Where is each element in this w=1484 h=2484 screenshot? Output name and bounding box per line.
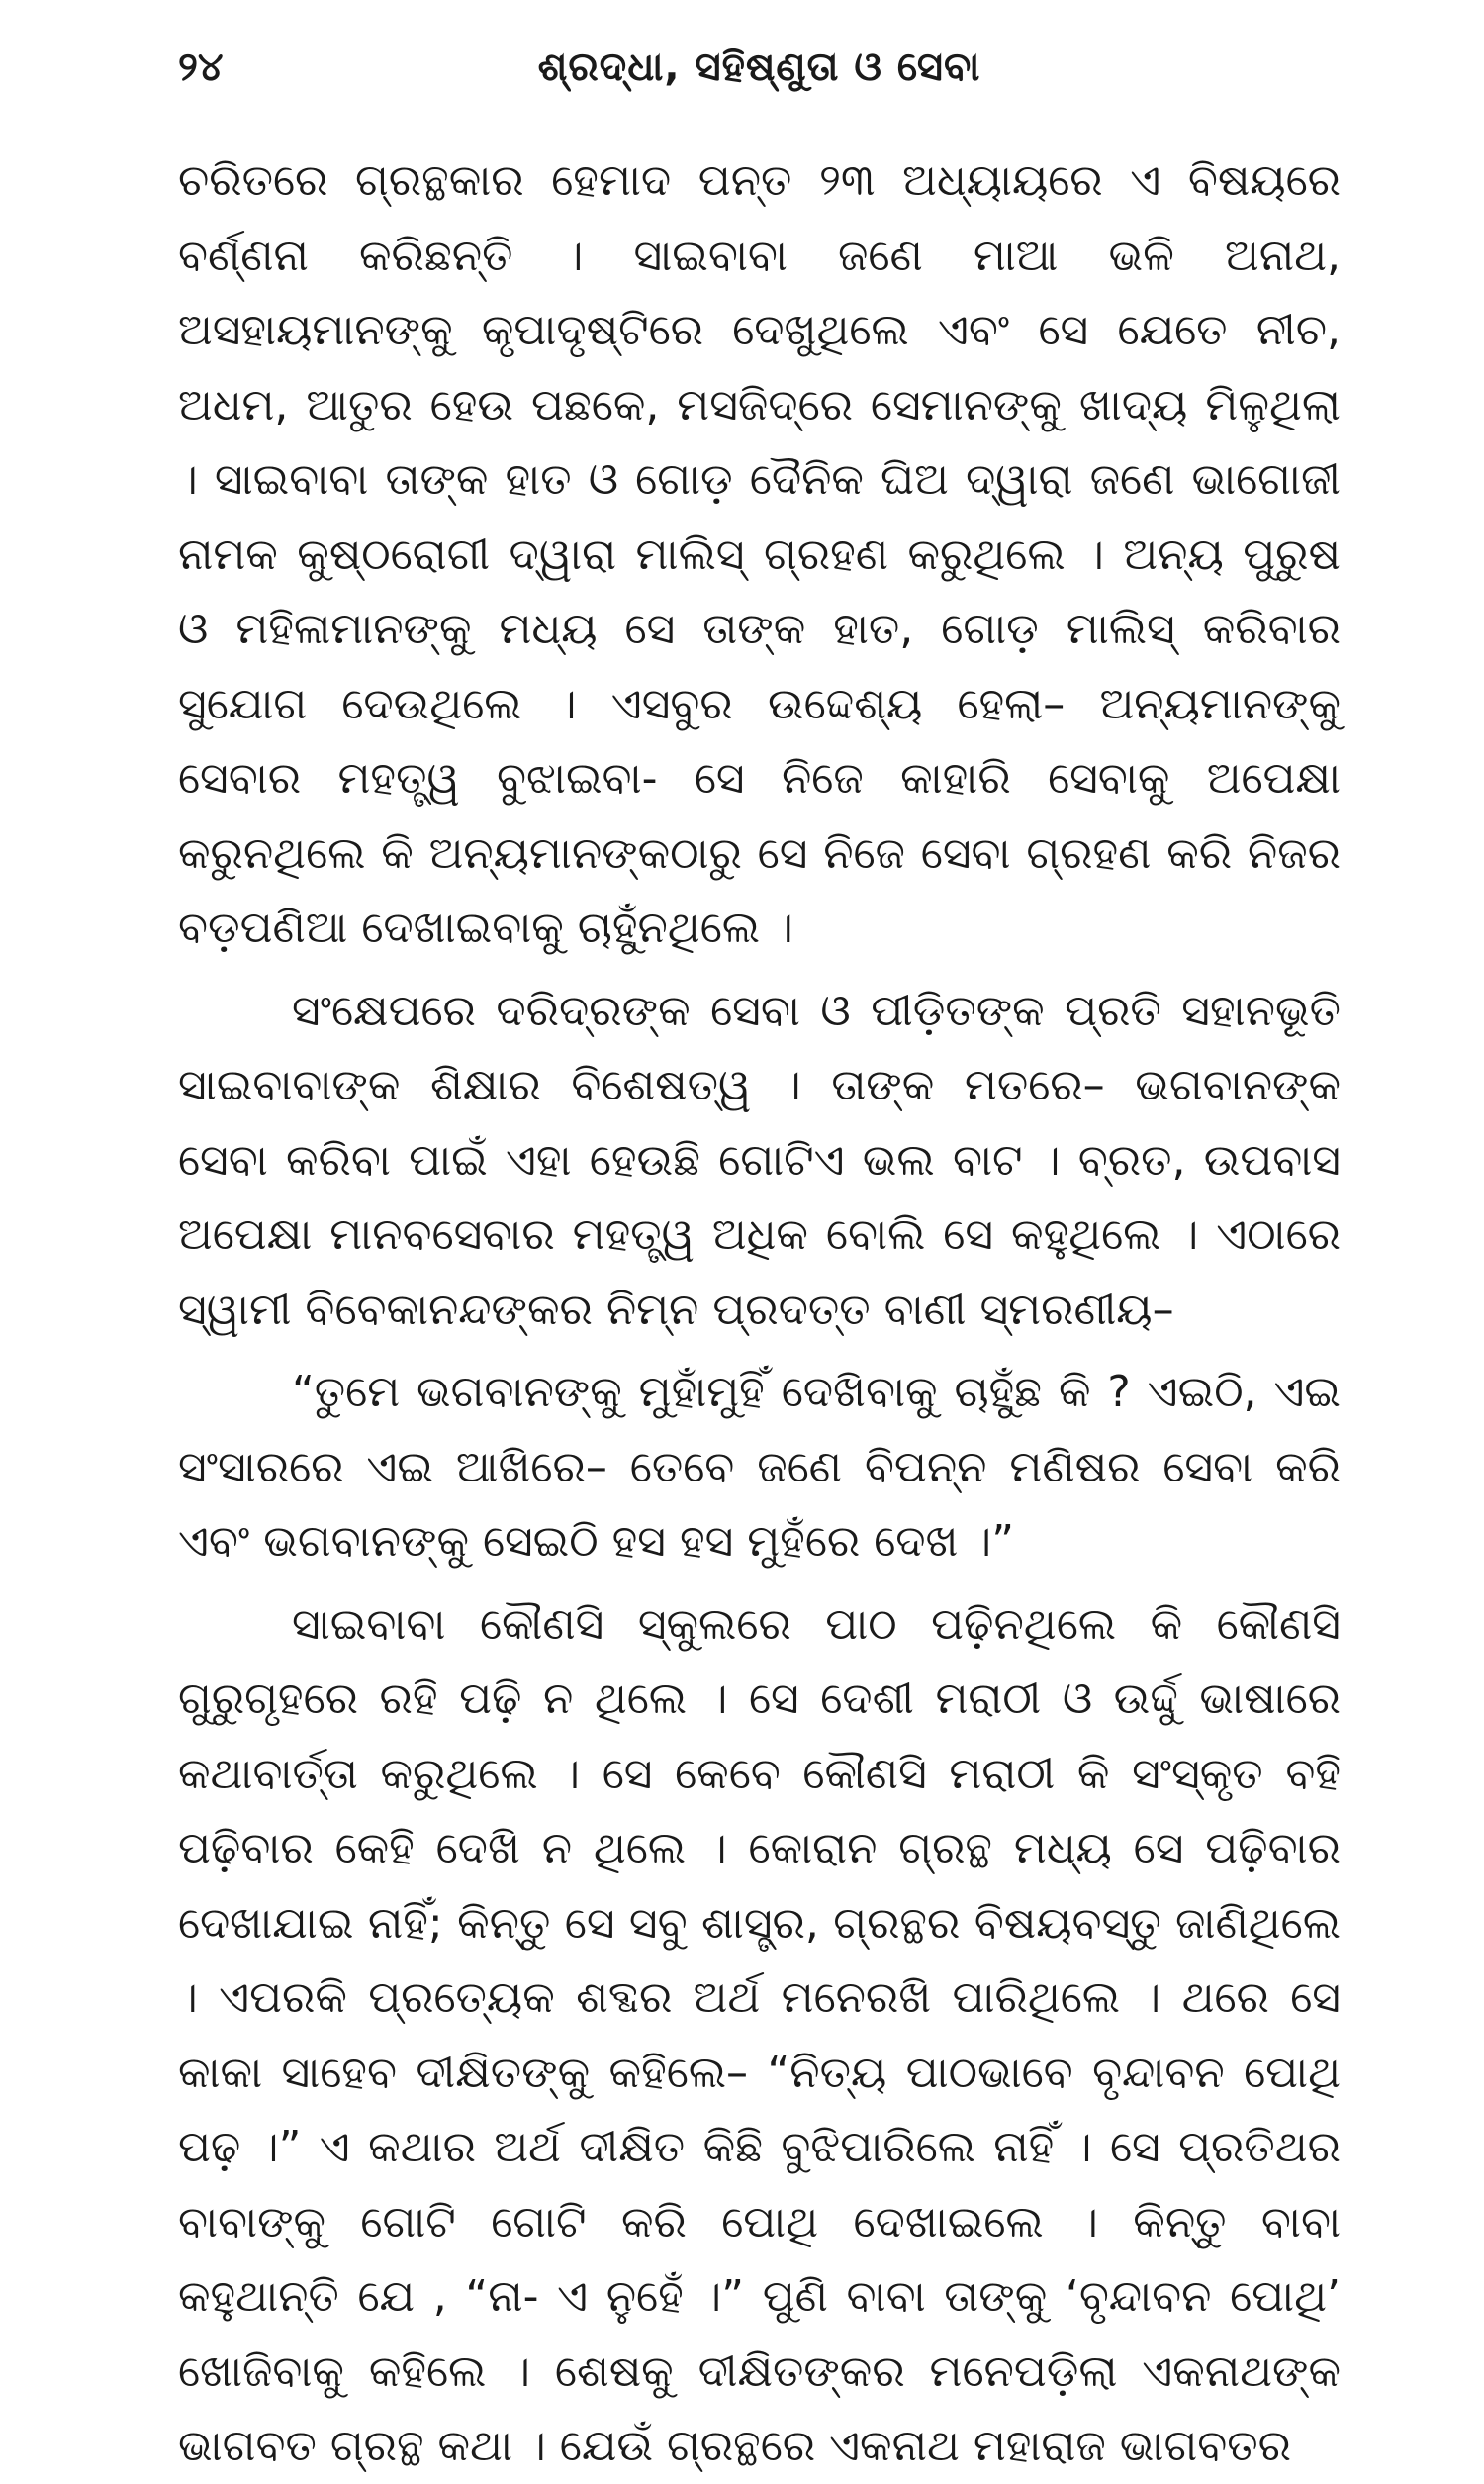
paragraph: ସଂକ୍ଷେପରେ ଦରିଦ୍ରଙ୍କ ସେବା ଓ ପୀଡ଼ିତଙ୍କ ପ୍ରତି ସହାନଭୂତି ସାଇବାବାଙ୍କ ଶିକ୍ଷାର ବିଶେଷତ୍ୱ । ତାଙ୍କ ମତରେ– ଭଗବାନଙ୍କ ସେବା କରିବା ପାଇଁ ଏହା ହେଉଛି ଗୋଟିଏ ଭଲ ବାଟ । ବ୍ରତ, ଉପବାସ ଅପେକ୍ଷା ମାନବସେବାର ମହତ୍ତ୍ୱ ଅଧିକ ବୋଲି ସେ କହୁଥିଲେ । ଏଠାରେ ସ୍ୱାମୀ ବିବେକାନନ୍ଦଙ୍କର ନିମ୍ନ ପ୍ରଦତ୍ତ ବାଣୀ ସ୍ମରଣୀୟ– [178,985,1341,1335]
quote-paragraph: “ତୁମେ ଭଗବାନଙ୍କୁ ମୁହାଁମୁହିଁ ଦେଖିବାକୁ ଚାହୁଁଛ କି ? ଏଇଠି, ଏଇ ସଂସାରରେ ଏଇ ଆଖିରେ– ତେବେ ଜଣେ ବିପନ୍ନ ମଣିଷର ସେବା କରି ଏବଂ ଭଗବାନଙ୍କୁ ସେଇଠି ହସ ହସ ମୁହଁରେ ଦେଖ ।” [178,1367,1341,1567]
paragraph: ଚରିତରେ ଗ୍ରନ୍ଥକାର ହେମାଦ ପନ୍ତ ୨୩ ଅଧ୍ୟାୟରେ ଏ ବିଷୟରେ ବର୍ଣ୍ଣନା କରିଛନ୍ତି । ସାଇବାବା ଜଣେ ମାଆ ଭଳି ଅନାଥ, ଅସହାୟମାନଙ୍କୁ କୃପାଦୃଷ୍ଟିରେ ଦେଖୁଥିଲେ ଏବଂ ସେ ଯେତେ ନୀଚ, ଅଧମ, ଆତୁର ହେଉ ପଛକେ, ମସଜିଦ୍‌ରେ ସେମାନଙ୍କୁ ଖାଦ୍ୟ ମିଳୁଥିଲା । ସାଇବାବା ତାଙ୍କ ହାତ ଓ ଗୋଡ଼ ଦୈନିକ ଘିଅ ଦ୍ୱାରା ଜଣେ ଭାଗୋଜୀ ନାମକ କୁଷ୍ଠରୋଗୀ ଦ୍ୱାରା ମାଲିସ୍ ଗ୍ରହଣ କରୁଥିଲେ । ଅନ୍ୟ ପୁରୁଷ ଓ ମହିଳାମାନଙ୍କୁ ମଧ୍ୟ ସେ ତାଙ୍କ ହାତ, ଗୋଡ଼ ମାଲିସ୍ କରିବାର ସୁଯୋଗ ଦେଉଥିଲେ । ଏସବୁର ଉଦ୍ଦେଶ୍ୟ ହେଲା– ଅନ୍ୟମାନଙ୍କୁ ସେବାର ମହତ୍ତ୍ୱ ବୁଝାଇବା- ସେ ନିଜେ କାହାରି ସେବାକୁ ଅପେକ୍ଷା କରୁନଥିଲେ କି ଅନ୍ୟମାନଙ୍କଠାରୁ ସେ ନିଜେ ସେବା ଗ୍ରହଣ କରି ନିଜର ବଡ଼ପଣିଆ ଦେଖାଇବାକୁ ଚାହୁଁନଥିଲେ । [178,155,1341,953]
paragraph: ସାଇବାବା କୌଣସି ସ୍କୁଲରେ ପାଠ ପଢ଼ିନଥିଲେ କି କୌଣସି ଗୁରୁଗୃହରେ ରହି ପଢ଼ି ନ ଥିଲେ । ସେ ଦେଶୀ ମରାଠୀ ଓ ଉର୍ଦ୍ଦୁ ଭାଷାରେ କଥାବାର୍ତ୍ତା କରୁଥିଲେ । ସେ କେବେ କୌଣସି ମରାଠୀ କି ସଂସ୍କୃତ ବହି ପଢ଼ିବାର କେହି ଦେଖି ନ ଥିଲେ । କୋରାନ ଗ୍ରନ୍ଥ ମଧ୍ୟ ସେ ପଢ଼ିବାର ଦେଖାଯାଇ ନାହିଁ; କିନ୍ତୁ ସେ ସବୁ ଶାସ୍ତ୍ର, ଗ୍ରନ୍ଥର ବିଷୟବସ୍ତୁ ଜାଣିଥିଲେ । ଏପରକି ପ୍ରତ୍ୟେକ ଶବ୍ଦର ଅର୍ଥ ମନେରଖି ପାରିଥିଲେ । ଥରେ ସେ କାକା ସାହେବ ଦୀକ୍ଷିତଙ୍କୁ କହିଲେ– “ନିତ୍ୟ ପାଠଭାବେ ବୃନ୍ଦାବନ ପୋଥି ପଢ଼ ।” ଏ କଥାର ଅର୍ଥ ଦୀକ୍ଷିତ କିଛି ବୁଝିପାରିଲେ ନାହିଁ । ସେ ପ୍ରତିଥର ବାବାଙ୍କୁ ଗୋଟି ଗୋଟି କରି ପୋଥି ଦେଖାଇଲେ । କିନ୍ତୁ ବାବା କହୁଥାନ୍ତି ଯେ , “ନା- ଏ ନୁହେଁ ।” ପୁଣି ବାବା ତାଙ୍କୁ ‘ବୃନ୍ଦାବନ ପୋଥି’ ଖୋଜିବାକୁ କହିଲେ । ଶେଷକୁ ଦୀକ୍ଷିତଙ୍କର ମନେପଡ଼ିଲା ଏକନାଥଙ୍କ ଭାଗବତ ଗ୍ରନ୍ଥ କଥା । ଯେଉଁ ଗ୍ରନ୍ଥରେ ଏକନାଥ ମହାରାଜ ଭାଗବତର [178,1598,1341,2471]
page-number: ୨୪ [178,45,224,90]
page-body [178,143,1341,2484]
page-header [178,38,1341,97]
running-title: ଶ୍ରଦ୍ଧା, ସହିଷ୍ଣୁତା ଓ ସେବା [537,45,981,90]
